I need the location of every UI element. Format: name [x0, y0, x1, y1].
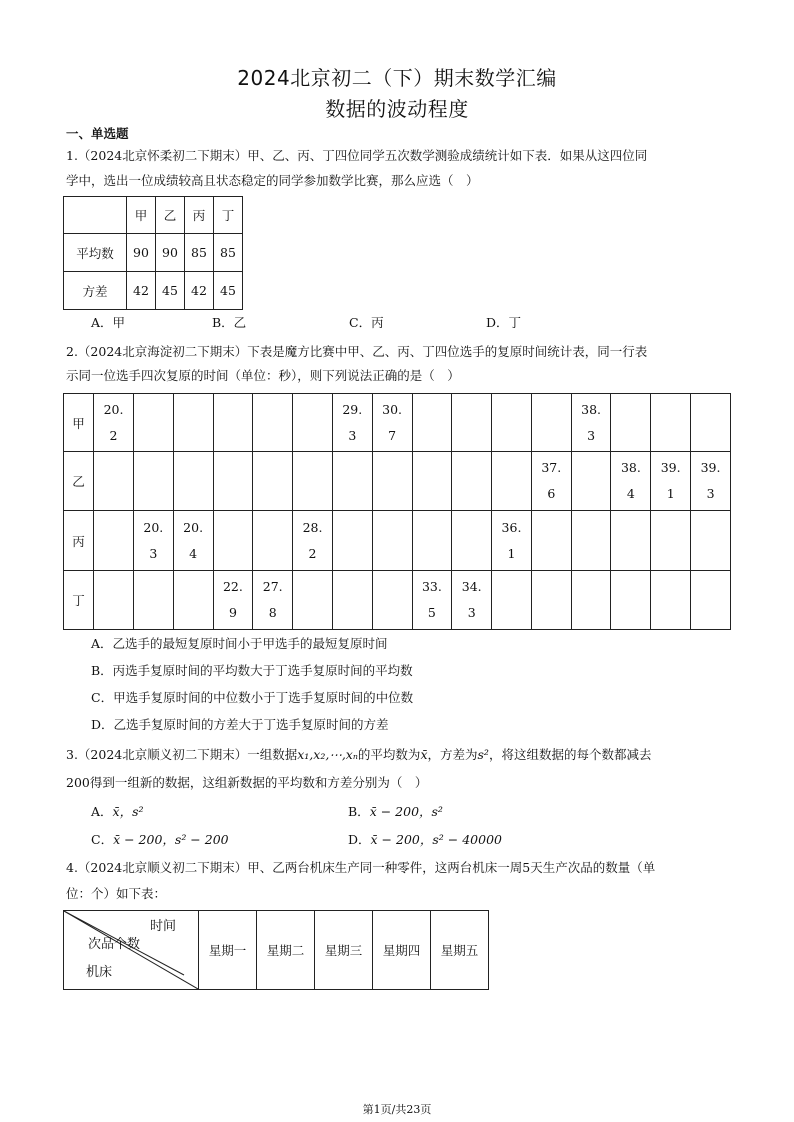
table-cell: [332, 511, 372, 571]
option-b[interactable]: B．乙: [212, 315, 247, 330]
cell-value-part: 27.: [262, 579, 283, 594]
table-cell: [492, 511, 532, 571]
cell-value-part: 1: [666, 486, 675, 501]
q3-variance-symbol: s²: [477, 747, 489, 762]
cell-value-part: 20.: [103, 401, 124, 417]
q3-stem-text: ，将这组数据的每个数都减去: [488, 747, 652, 762]
table-cell: [372, 452, 412, 511]
corner-label-defects: 次品个数: [88, 937, 141, 952]
q2-option-d[interactable]: D．乙选手复原时间的方差大于丁选手复原时间的方差: [91, 717, 389, 732]
cell-value-part: 29.: [342, 401, 363, 417]
table-cell: [611, 511, 651, 571]
option-expression: x̄ − 200，s²: [369, 804, 443, 819]
table-cell: [372, 394, 412, 452]
q3-stem-text: 的平均数为: [357, 747, 421, 762]
table-cell: [293, 571, 333, 630]
table-cell: 45: [156, 272, 185, 310]
table-cell: [372, 511, 412, 571]
table-header: 甲: [127, 197, 156, 234]
table-row: [64, 394, 731, 452]
table-cell: [253, 571, 293, 630]
table-cell: [452, 452, 492, 511]
cell-value-part: 2: [308, 545, 317, 561]
table-cell: [412, 571, 452, 630]
table-cell: 方差: [64, 272, 127, 310]
cell-value-part: 28.: [302, 519, 323, 535]
table-row: [64, 452, 731, 511]
table-cell: [691, 511, 731, 571]
corner-label-machine: 机床: [86, 965, 113, 980]
table-cell: [571, 511, 611, 571]
option-a[interactable]: A．甲: [91, 315, 126, 330]
cell-value-part: 37.: [541, 460, 562, 475]
cell-value-part: 3: [587, 427, 596, 443]
cell-value-part: 3: [348, 427, 357, 443]
table-cell: [571, 452, 611, 511]
table-row: [64, 511, 731, 571]
cell-value-part: 38.: [620, 460, 641, 475]
q3-stem-line1: [66, 745, 651, 763]
table-cell: [213, 511, 253, 571]
cell-value-part: 3: [467, 605, 476, 620]
q3-option-c[interactable]: [91, 830, 229, 848]
table-row: [64, 911, 489, 990]
page-footer: 第1页/共23页: [362, 1103, 432, 1116]
table-cell: [332, 452, 372, 511]
table-cell: [372, 571, 412, 630]
q1-table: [63, 196, 243, 310]
q4-table: [63, 910, 489, 990]
table-cell: [133, 511, 173, 571]
q3-data-expression: x₁,x₂,⋯,xₙ: [297, 747, 358, 762]
corner-label-time: 时间: [150, 919, 177, 934]
table-cell: [531, 394, 571, 452]
cell-value-part: 8: [268, 605, 277, 620]
table-header: 星期五: [431, 911, 489, 990]
cell-value-part: 36.: [501, 519, 522, 535]
cell-value-part: 4: [189, 545, 198, 561]
table-cell: [492, 571, 532, 630]
table-header: 乙: [156, 197, 185, 234]
table-cell: [651, 452, 691, 511]
table-cell: [611, 452, 651, 511]
table-cell: [611, 394, 651, 452]
row-label: 乙: [64, 452, 94, 511]
cell-value-part: 6: [547, 486, 556, 501]
table-cell: [412, 394, 452, 452]
table-cell: [173, 571, 213, 630]
table-cell: [452, 511, 492, 571]
option-expression: x̄ − 200，s² − 40000: [370, 832, 502, 847]
table-cell: 42: [127, 272, 156, 310]
q2-table: [63, 393, 731, 630]
table-row: [64, 272, 243, 310]
cell-value-part: 39.: [700, 460, 721, 475]
document-title: 2024北京初二（下）期末数学汇编: [237, 66, 557, 90]
table-cell: [571, 394, 611, 452]
cell-value-part: 33.: [421, 579, 442, 594]
table-cell: [94, 511, 134, 571]
cell-value-part: 2: [109, 427, 118, 443]
table-cell: [253, 452, 293, 511]
table-cell: [332, 394, 372, 452]
table-cell: [64, 197, 127, 234]
row-label: 丁: [64, 571, 94, 630]
cell-value-part: 4: [626, 486, 635, 501]
cell-value-part: 22.: [222, 579, 243, 594]
table-cell: [531, 452, 571, 511]
table-cell: [412, 511, 452, 571]
table-cell: [173, 452, 213, 511]
q2-stem-line1: 2.（2024北京海淀初二下期末）下表是魔方比赛中甲、乙、丙、丁四位选手的复原时间统计表，同一行表: [66, 344, 648, 359]
row-label: 丙: [64, 511, 94, 571]
cell-value-part: 9: [228, 605, 237, 620]
q2-option-b[interactable]: B．丙选手复原时间的平均数大于丁选手复原时间的平均数: [91, 663, 413, 678]
q3-option-b[interactable]: [348, 802, 443, 820]
table-cell: 90: [127, 234, 156, 272]
q2-option-c[interactable]: C．甲选手复原时间的中位数小于丁选手复原时间的中位数: [91, 690, 414, 705]
table-cell: 45: [214, 272, 243, 310]
table-row: [64, 234, 243, 272]
table-cell: 90: [156, 234, 185, 272]
table-cell: [173, 511, 213, 571]
option-letter: D．: [348, 832, 371, 847]
table-row: [64, 197, 243, 234]
q1-stem-line1: 1.（2024北京怀柔初二下期末）甲、乙、丙、丁四位同学五次数学测验成绩统计如下表．如果从这四位同: [66, 148, 648, 163]
table-cell: [691, 394, 731, 452]
table-cell: [133, 452, 173, 511]
option-expression: x̄，s²: [112, 804, 144, 819]
table-cell: [531, 511, 571, 571]
table-header: 星期一: [199, 911, 257, 990]
table-header: 丙: [185, 197, 214, 234]
q3-stem-line2: 200得到一组新的数据，这组新数据的平均数和方差分别为（ ）: [66, 775, 428, 790]
table-cell: [691, 452, 731, 511]
table-cell: [332, 571, 372, 630]
table-corner-cell: [64, 911, 199, 990]
q3-option-a[interactable]: [91, 802, 144, 820]
table-cell: [94, 394, 134, 452]
table-cell: [94, 571, 134, 630]
section-heading: 一、单选题: [66, 126, 129, 141]
cell-value-part: 5: [427, 605, 436, 620]
table-cell: [492, 452, 532, 511]
table-cell: 85: [214, 234, 243, 272]
table-cell: [571, 571, 611, 630]
cell-value-part: 34.: [461, 579, 482, 594]
q1-stem-line2: 学中，选出一位成绩较高且状态稳定的同学参加数学比赛，那么应选（ ）: [66, 173, 479, 188]
document-subtitle: 数据的波动程度: [325, 97, 469, 121]
table-cell: [611, 571, 651, 630]
q4-stem-line2: 位：个）如下表：: [66, 886, 167, 901]
option-expression: x̄ − 200，s² − 200: [113, 832, 229, 847]
cell-value-part: 3: [706, 486, 715, 501]
table-cell: [651, 394, 691, 452]
table-cell: [691, 571, 731, 630]
table-cell: [94, 452, 134, 511]
cell-value-part: 7: [388, 427, 397, 443]
table-cell: 85: [185, 234, 214, 272]
q2-stem-line2: 示同一位选手四次复原的时间（单位：秒），则下列说法正确的是（ ）: [66, 368, 460, 383]
table-header: 星期三: [315, 911, 373, 990]
table-cell: [293, 452, 333, 511]
table-header: 星期四: [373, 911, 431, 990]
table-cell: [452, 394, 492, 452]
table-cell: [651, 511, 691, 571]
option-letter: B．: [348, 804, 370, 819]
q3-option-d[interactable]: [348, 830, 502, 848]
q3-stem-text: ，方差为: [427, 747, 478, 762]
table-cell: [213, 394, 253, 452]
table-cell: [531, 571, 571, 630]
table-cell: [213, 452, 253, 511]
option-d[interactable]: D．丁: [486, 315, 522, 330]
table-cell: [253, 511, 293, 571]
table-cell: [651, 571, 691, 630]
table-cell: [133, 571, 173, 630]
table-header: 丁: [214, 197, 243, 234]
table-cell: [253, 394, 293, 452]
table-row: [64, 571, 731, 630]
cell-value-part: 20.: [183, 519, 204, 535]
table-cell: [213, 571, 253, 630]
table-cell: [293, 511, 333, 571]
q3-stem-text: 3.（2024北京顺义初二下期末）一组数据: [66, 747, 298, 762]
table-cell: [173, 394, 213, 452]
table-cell: [133, 394, 173, 452]
cell-value-part: 39.: [660, 460, 681, 475]
table-header: 星期二: [257, 911, 315, 990]
table-cell: [412, 452, 452, 511]
option-c[interactable]: C．丙: [349, 315, 384, 330]
table-cell: 平均数: [64, 234, 127, 272]
table-cell: [452, 571, 492, 630]
table-cell: [492, 394, 532, 452]
cell-value-part: 20.: [143, 519, 164, 535]
q2-option-a[interactable]: A．乙选手的最短复原时间小于甲选手的最短复原时间: [91, 636, 388, 651]
cell-value-part: 30.: [382, 401, 403, 417]
q3-mean-symbol: x̄: [420, 747, 428, 762]
option-letter: A．: [91, 804, 113, 819]
cell-value-part: 3: [149, 545, 158, 561]
table-cell: [293, 394, 333, 452]
q4-stem-line1: 4.（2024北京顺义初二下期末）甲、乙两台机床生产同一种零件，这两台机床一周5天生产次品的数量（单: [66, 860, 656, 875]
row-label: 甲: [64, 394, 94, 452]
cell-value-part: 1: [507, 545, 516, 561]
cell-value-part: 38.: [581, 401, 602, 417]
table-cell: 42: [185, 272, 214, 310]
option-letter: C．: [91, 832, 114, 847]
